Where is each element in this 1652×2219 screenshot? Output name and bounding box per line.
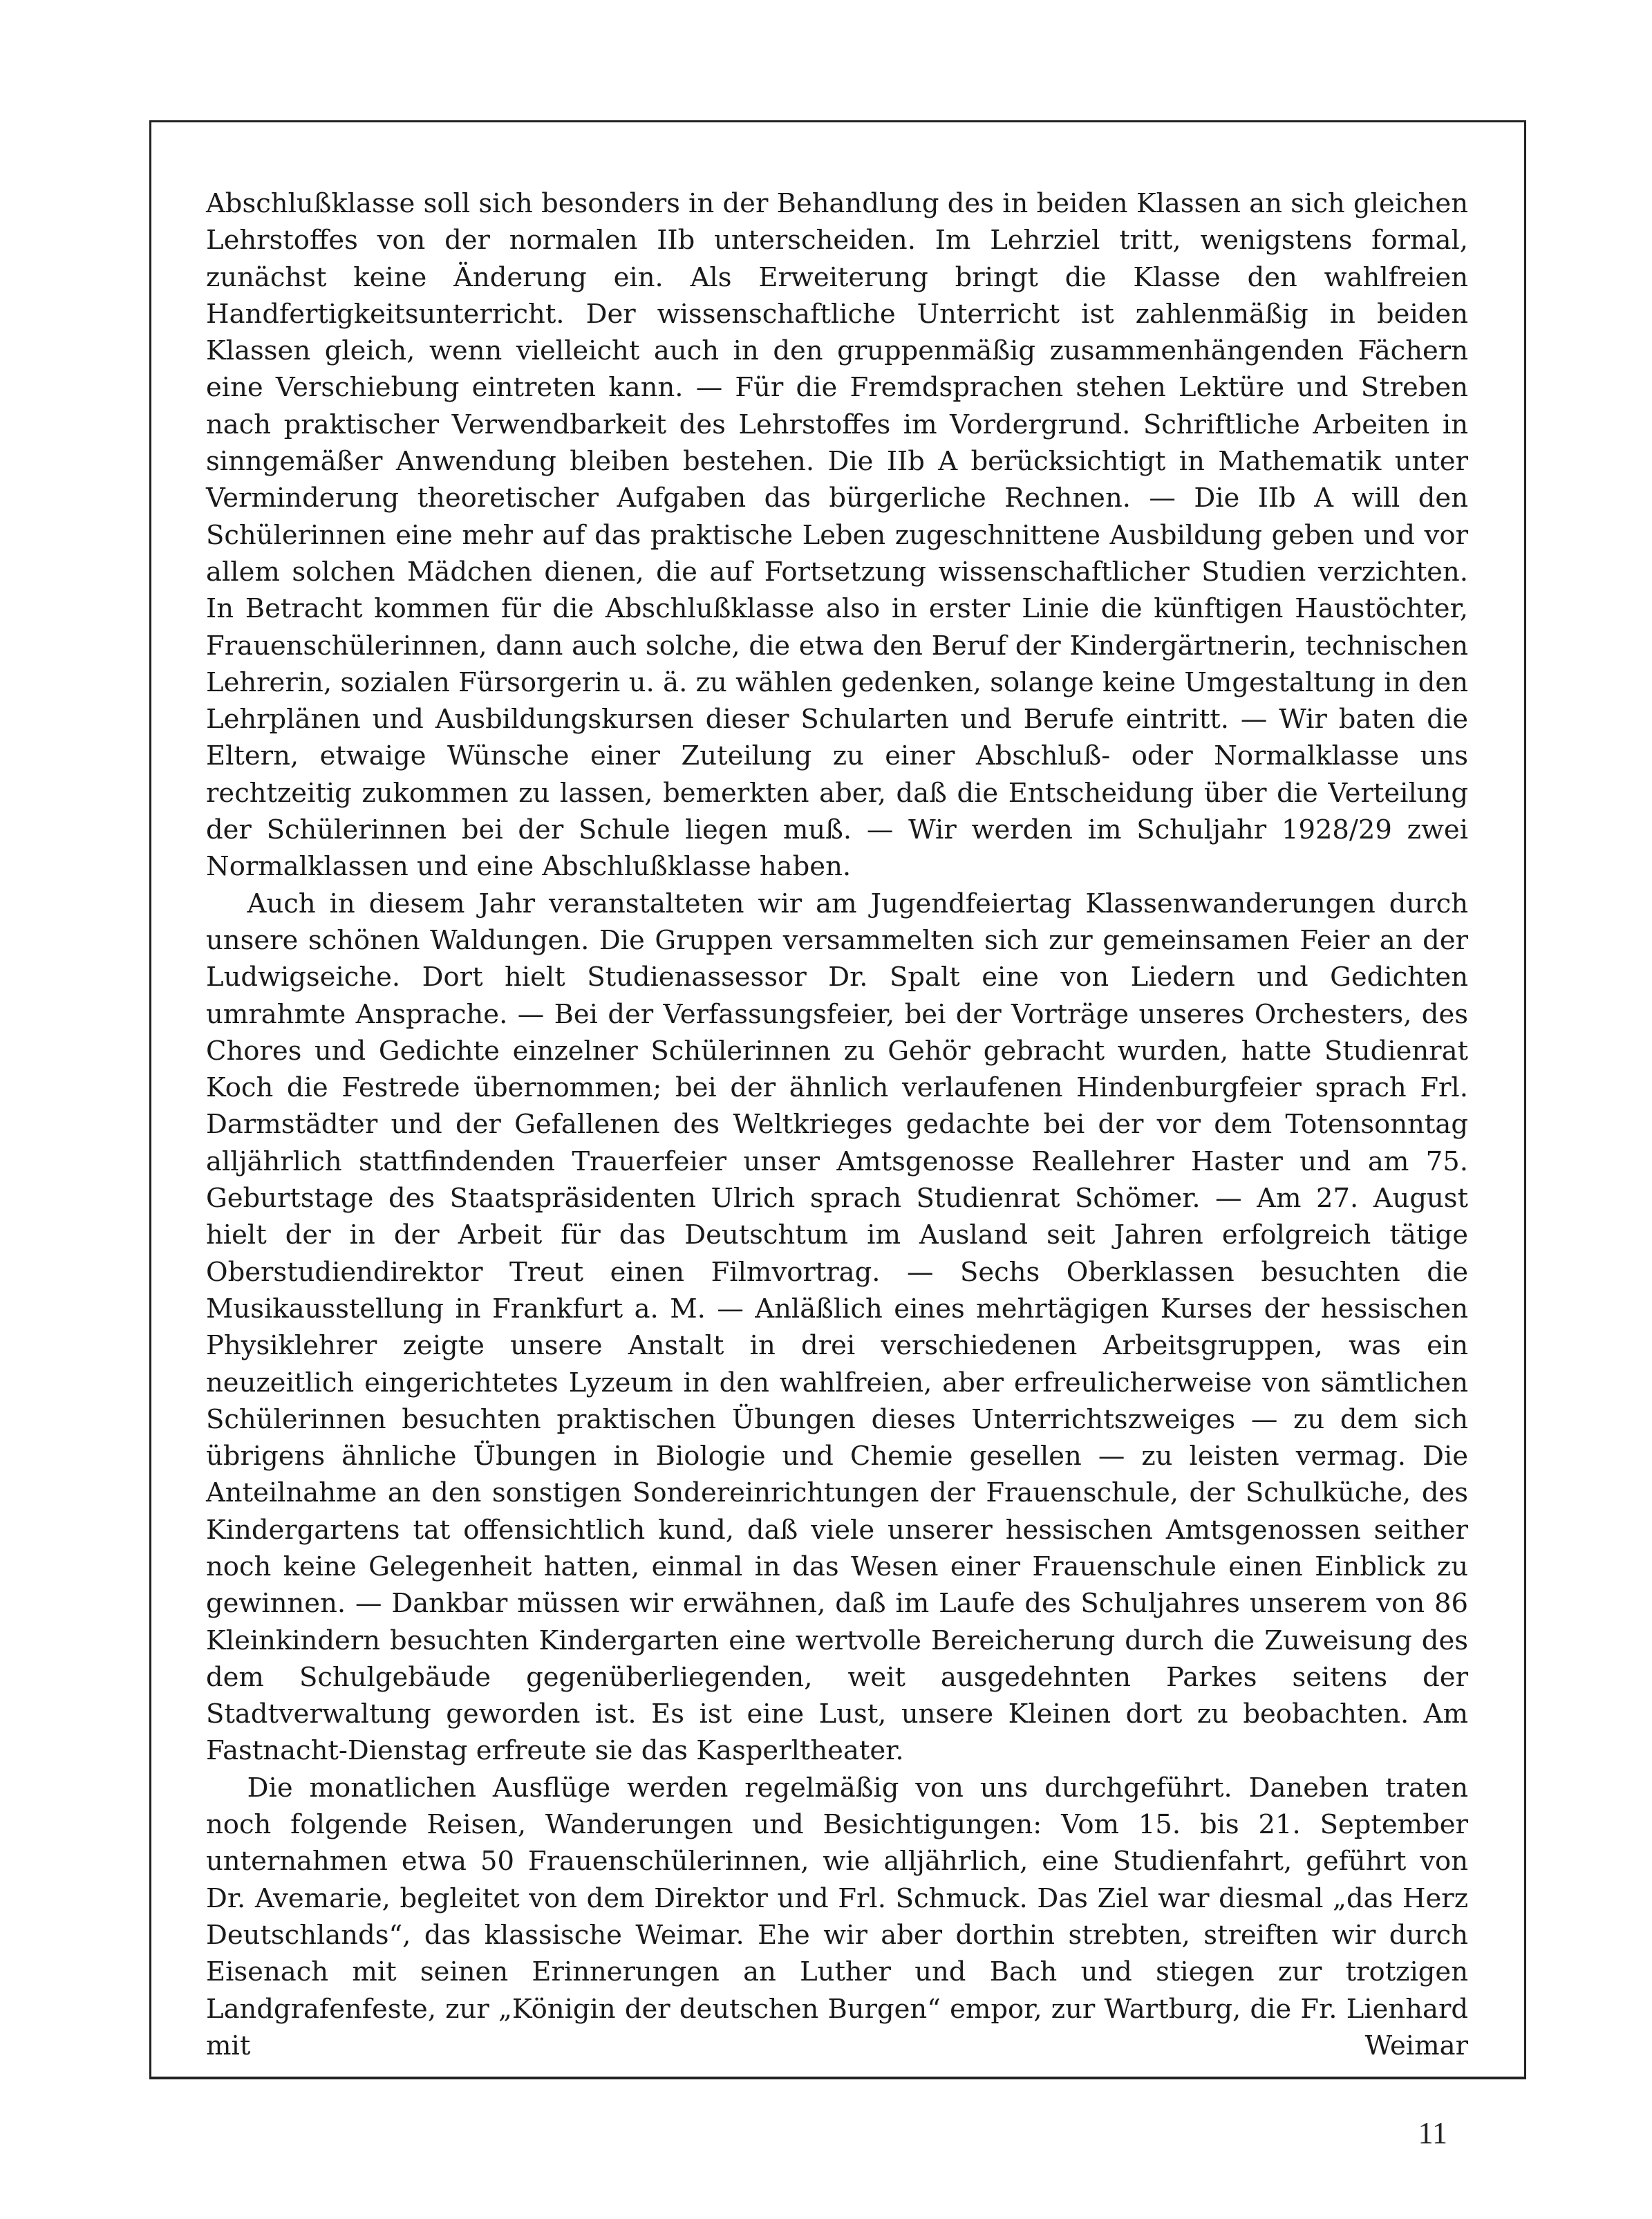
paragraph-events: Auch in diesem Jahr veranstalteten wir am Jugendfeiertag Klassenwanderungen durch unsere schönen Waldungen. Die Gruppen versammelten sich zur gemeinsamen Feier an der Ludwigseiche. Dort hielt Studienassessor Dr. Spalt eine von Liedern und Gedichten umrahmte Ansprache. — Bei der Verfassungsfeier, bei der Vorträge unseres Orchesters, des Chores und Gedichte einzelner Schülerinnen zu Gehör gebracht wurden, hatte Studienrat Koch die Festrede übernommen; bei der ähnlich verlaufenen Hindenburgfeier sprach Frl. Darmstädter und der Gefallenen des Weltkrieges gedachte bei der vor dem Totensonntag alljährlich stattfindenden Trauerfeier unser Amtsgenosse Reallehrer Haster und am 75. Geburtstage des Staatspräsidenten Ulrich sprach Studienrat Schömer. — Am 27. August hielt der in der Arbeit für das Deutschtum im Ausland seit Jahren erfolgreich tätige Oberstudiendirektor Treut einen Filmvortrag. — Sechs Oberklassen besuchten die Musikausstellung in Frankfurt a. M. — Anläßlich eines mehrtägigen Kurses der hessischen Physiklehrer zeigte unsere Anstalt in drei verschiedenen Arbeitsgruppen, was ein neuzeitlich eingerichtetes Lyzeum in den wahlfreien, aber erfreulicherweise von sämtlichen Schülerinnen besuchten praktischen Übungen dieses Unterrichtszweiges — zu dem sich übrigens ähnliche Übungen in Biologie und Chemie gesellen — zu leisten vermag. Die Anteilnahme an den sonstigen Sondereinrichtungen der Frauenschule, der Schulküche, des Kindergartens tat offensichtlich kund, daß viele unserer hessischen Amtsgenossen seither noch keine Gelegenheit hatten, einmal in das Wesen einer Frauenschule einen Einblick zu gewinnen. — Dankbar müssen wir erwähnen, daß im Laufe des Schuljahres unserem von 86 Kleinkindern besuchten Kindergarten eine wertvolle Bereicherung durch die Zuweisung des dem Schulgebäude gegenüberliegenden, weit ausgedehnten Parkes seitens der Stadtverwaltung geworden ist. Es ist eine Lust, unsere Kleinen dort zu beobachten. Am Fastnacht-Dienstag erfreute sie das Kasperltheater. <box>206 888 1468 1767</box>
paragraph-excursions: Die monatlichen Ausflüge werden regelmäßig von uns durchgeführt. Daneben traten noch folgende Reisen, Wanderungen und Besichtigungen: Vom 15. bis 21. September unternahmen etwa 50 Frauenschülerinnen, wie alljährlich, eine Studienfahrt, geführt von Dr. Avemarie, begleitet von dem Direktor und Frl. Schmuck. Das Ziel war diesmal „das Herz Deutschlands“, das klassische Weimar. Ehe wir aber dorthin strebten, streiften wir durch Eisenach mit seinen Erinnerungen an Luther und Bach und stiegen zur trotzigen Landgrafenfeste, zur „Königin der deutschen Burgen“ empor, zur Wartburg, die Fr. Lienhard mit Weimar <box>206 1772 1468 2061</box>
paragraph-school-classes: Abschlußklasse soll sich besonders in der Behandlung des in beiden Klassen an sich gleichen Lehrstoffes von der normalen IIb unterscheiden. Im Lehrziel tritt, wenigstens formal, zunächst keine Änderung ein. Als Erweiterung bringt die Klasse den wahlfreien Handfertigkeitsunterricht. Der wissenschaftliche Unterricht ist zahlenmäßig in beiden Klassen gleich, wenn vielleicht auch in den gruppenmäßig zusammenhängenden Fächern eine Verschiebung eintreten kann. — Für die Fremdsprachen stehen Lektüre und Streben nach praktischer Verwendbarkeit des Lehrstoffes im Vordergrund. Schriftliche Arbeiten in sinngemäßer Anwendung bleiben bestehen. Die IIb A berücksichtigt in Mathematik unter Verminderung theoretischer Aufgaben das bürgerliche Rechnen. — Die IIb A will den Schülerinnen eine mehr auf das praktische Leben zugeschnittene Ausbildung geben und vor allem solchen Mädchen dienen, die auf Fortsetzung wissenschaftlicher Studien verzichten. In Betracht kommen für die Abschlußklasse also in erster Linie die künftigen Haustöchter, Frauenschülerinnen, dann auch solche, die etwa den Beruf der Kindergärtnerin, technischen Lehrerin, sozialen Fürsorgerin u. ä. zu wählen gedenken, solange keine Umgestaltung in den Lehrplänen und Ausbildungskursen dieser Schularten und Berufe eintritt. — Wir baten die Eltern, etwaige Wünsche einer Zuteilung zu einer Abschluß- oder Normalklasse uns rechtzeitig zukommen zu lassen, bemerkten aber, daß die Entscheidung über die Verteilung der Schülerinnen bei der Schule liegen muß. — Wir werden im Schuljahr 1928/29 zwei Normalklassen und eine Abschlußklasse haben. <box>206 188 1468 883</box>
body-text <box>206 185 1468 2064</box>
page-number: 11 <box>1418 2116 1447 2150</box>
